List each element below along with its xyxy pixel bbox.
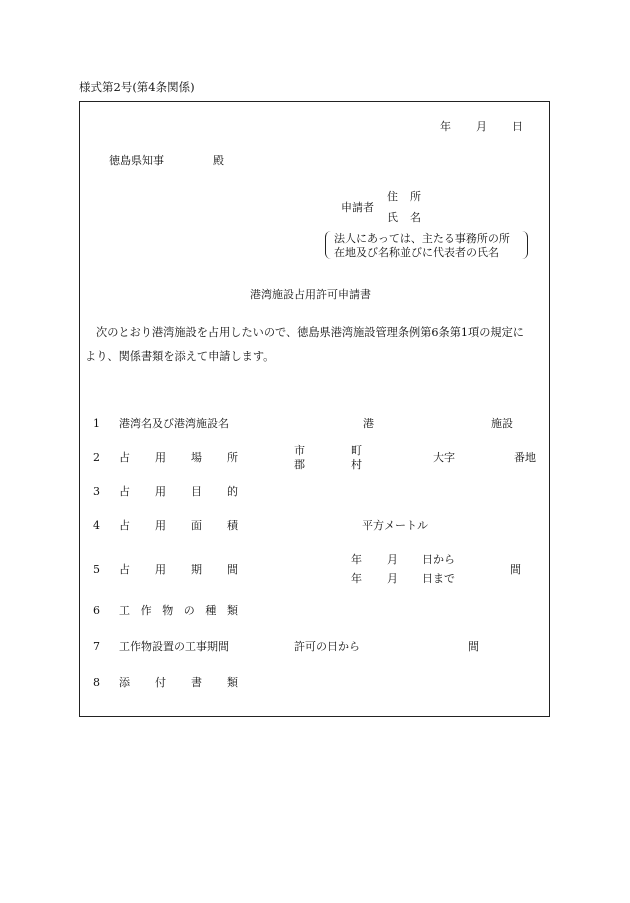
- label-char: 的: [227, 485, 238, 498]
- period-end-year: 年: [351, 572, 362, 585]
- county-label: 郡: [294, 458, 305, 471]
- label-char: 占: [119, 451, 130, 464]
- banchi-label: 番地: [514, 451, 536, 464]
- body-text-line1: 次のとおり港湾施設を占用したいので、徳島県港湾施設管理条例第6条第1項の規定に: [96, 326, 524, 339]
- work-total-label: 間: [468, 640, 479, 653]
- item-number: 3: [93, 485, 100, 498]
- date-month-label: 月: [476, 120, 487, 133]
- date-year-label: 年: [440, 120, 451, 133]
- item-number: 6: [93, 604, 100, 617]
- label-char: 用: [155, 451, 166, 464]
- label-char: 期: [191, 563, 202, 576]
- period-start-year: 年: [351, 553, 362, 566]
- label-char: 場: [191, 451, 202, 464]
- label-char: 氏: [387, 211, 398, 224]
- form-number-label: 様式第2号(第4条関係): [79, 80, 195, 94]
- label-char: 占: [119, 563, 130, 576]
- item-label-attachments: [119, 677, 238, 688]
- label-char: 種: [205, 604, 217, 617]
- work-from-label: 許可の日から: [294, 640, 360, 653]
- village-label: 村: [351, 458, 362, 471]
- item-number: 1: [93, 417, 100, 430]
- corporation-note-line1: 法人にあっては、主たる事務所の所: [334, 232, 510, 245]
- port-suffix: 港: [363, 417, 374, 430]
- applicant-label: 申請者: [341, 201, 374, 214]
- item-number: 2: [93, 451, 100, 464]
- item-label-structure-type: [119, 605, 238, 616]
- label-char: 類: [227, 676, 238, 689]
- applicant-address-label: [387, 191, 421, 202]
- town-label: 町: [351, 444, 362, 457]
- document-title: 港湾施設占用許可申請書: [250, 288, 371, 301]
- period-start-day: 日から: [422, 553, 455, 566]
- item-label-port-facility: 港湾名及び港湾施設名: [119, 417, 229, 430]
- label-char: 作: [140, 604, 152, 617]
- oaza-label: 大字: [433, 451, 455, 464]
- label-char: 物: [162, 604, 174, 617]
- label-char: 住: [387, 190, 398, 203]
- label-char: 目: [191, 485, 202, 498]
- applicant-name-label: [387, 212, 421, 223]
- label-char: 間: [227, 563, 238, 576]
- period-total-label: 間: [510, 563, 521, 576]
- period-end-month: 月: [387, 572, 398, 585]
- label-char: 書: [191, 676, 202, 689]
- body-text-line2: より、関係書類を添えて申請します。: [85, 350, 275, 363]
- label-char: 工: [119, 604, 130, 617]
- item-label-occupancy-period: [119, 564, 238, 575]
- item-number: 8: [93, 676, 100, 689]
- label-char: 積: [227, 519, 238, 532]
- item-number: 4: [93, 519, 100, 532]
- date-day-label: 日: [512, 120, 523, 133]
- label-char: 用: [155, 519, 166, 532]
- addressee-honorific: 殿: [213, 154, 224, 167]
- label-char: 用: [155, 563, 166, 576]
- label-char: 所: [410, 190, 421, 203]
- label-char: 占: [119, 519, 130, 532]
- label-char: 添: [119, 676, 130, 689]
- city-label: 市: [294, 444, 305, 457]
- label-char: 用: [155, 485, 166, 498]
- period-end-day: 日まで: [422, 572, 455, 585]
- item-label-occupancy-area: [119, 520, 238, 531]
- label-char: の: [183, 604, 195, 617]
- item-number: 7: [93, 640, 100, 653]
- facility-suffix: 施設: [491, 417, 513, 430]
- addressee-governor: 徳島県知事: [109, 154, 164, 167]
- label-char: 面: [191, 519, 202, 532]
- label-char: 名: [410, 211, 421, 224]
- label-char: 占: [119, 485, 130, 498]
- item-number: 5: [93, 563, 100, 576]
- period-start-month: 月: [387, 553, 398, 566]
- item-label-occupancy-purpose: [119, 486, 238, 497]
- area-unit-label: 平方メートル: [362, 519, 428, 532]
- item-label-construction-period: 工作物設置の工事期間: [119, 640, 229, 653]
- application-form-frame: [79, 101, 550, 717]
- label-char: 所: [227, 451, 238, 464]
- label-char: 類: [226, 604, 238, 617]
- corporation-note: [325, 231, 528, 259]
- item-label-occupancy-place: [119, 452, 238, 463]
- label-char: 付: [155, 676, 166, 689]
- corporation-note-line2: 在地及び名称並びに代表者の氏名: [334, 246, 499, 259]
